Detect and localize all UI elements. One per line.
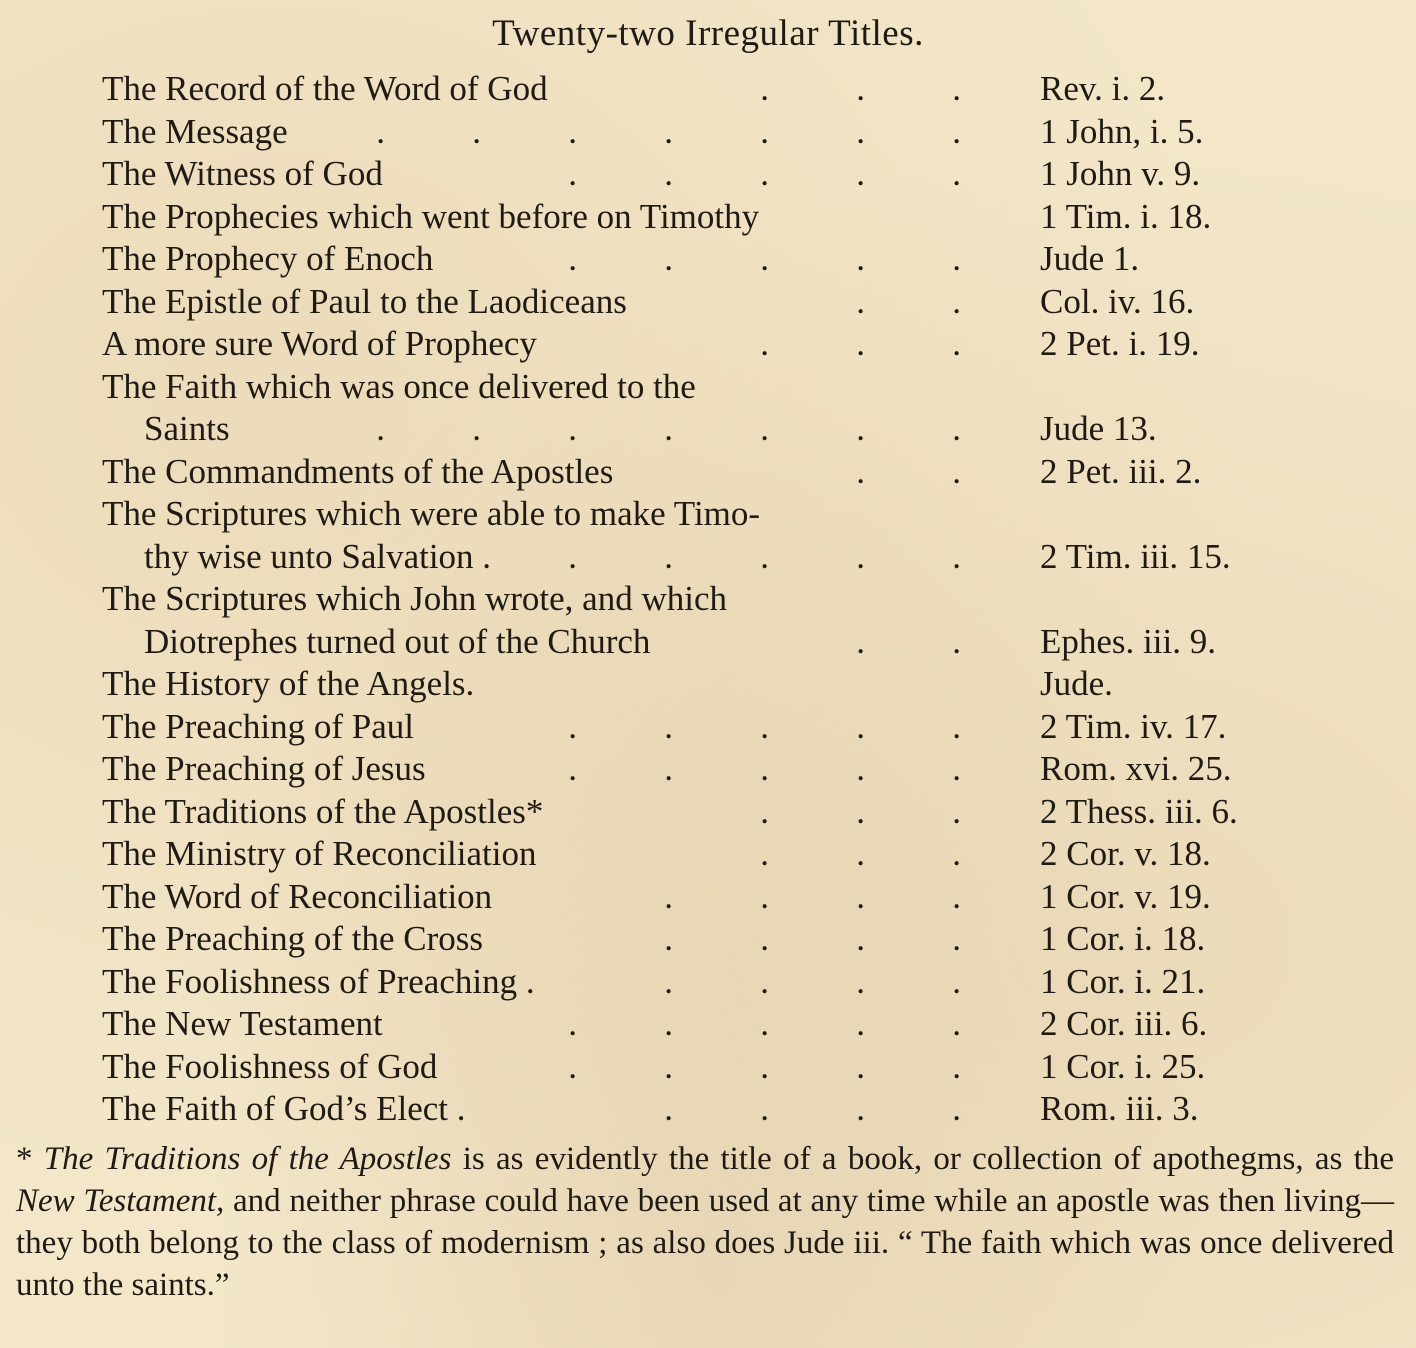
entry-reference: Col. iv. 16.: [1040, 281, 1195, 321]
entry-title-line: The Message: [102, 111, 288, 151]
list-item: [0, 493, 1416, 536]
leader-dots: . . . . .: [568, 536, 961, 576]
entry-reference: Jude 13.: [1040, 409, 1157, 448]
list-item: [0, 536, 1416, 579]
entry-title-line: The Prophecies which went before on Timothy: [102, 196, 760, 236]
entry-reference: 1 Cor. i. 21.: [1040, 961, 1206, 1001]
entry-title-line: The Word of Reconciliation: [102, 876, 493, 916]
entry-title-line: The New Testament: [102, 1004, 383, 1043]
list-item: [0, 408, 1416, 451]
entry-title-line: The Foolishness of God: [102, 1046, 438, 1086]
list-item: [0, 1046, 1416, 1089]
footnote-text-1: is as evidently the title of a book, or collection of apothegms, as the: [451, 1141, 1394, 1177]
list-item: [0, 876, 1416, 919]
leader-dots: . . . . . . .: [376, 111, 961, 151]
footnote-text-2: and neither phrase could have been used at any time while an apostle was then living—they both belong to the class of modernism ; as also does Jude iii. “ The faith which was once delivered unto the saints.”: [16, 1183, 1394, 1303]
entry-reference: 2 Thess. iii. 6.: [1040, 791, 1238, 831]
list-item: [0, 366, 1416, 409]
entry-title-line: A more sure Word of Prophecy: [102, 324, 537, 363]
list-item: [0, 918, 1416, 961]
entry-reference: 1 John v. 9.: [1040, 154, 1201, 193]
entry-title-line: The Traditions of the Apostles*: [102, 791, 544, 831]
entry-reference: 1 Cor. i. 18.: [1040, 919, 1206, 958]
entry-title-line: The Commandments of the Apostles: [102, 451, 614, 491]
list-item: [0, 323, 1416, 366]
list-item: [0, 238, 1416, 281]
entry-reference: 1 John, i. 5.: [1040, 111, 1204, 151]
entry-title-line: The History of the Angels.: [102, 664, 475, 703]
entry-reference: Rom. iii. 3.: [1040, 1089, 1199, 1128]
entry-reference: 1 Tim. i. 18.: [1040, 196, 1212, 236]
entry-title-line: The Witness of God: [102, 154, 383, 193]
leader-dots: . . . .: [664, 961, 961, 1001]
entry-title-line: Saints: [144, 409, 230, 448]
list-item: [0, 68, 1416, 111]
entry-title-line: thy wise unto Salvation .: [144, 536, 492, 576]
entry-reference: 2 Cor. iii. 6.: [1040, 1004, 1208, 1043]
entry-reference: 2 Tim. iv. 17.: [1040, 706, 1227, 746]
entry-reference: 2 Tim. iii. 15.: [1040, 536, 1231, 576]
list-item: [0, 1003, 1416, 1046]
leader-dots: . . .: [760, 791, 961, 831]
list-item: [0, 663, 1416, 706]
entry-title-line: The Faith of God’s Elect .: [102, 1089, 466, 1128]
list-item: [0, 153, 1416, 196]
entry-title-line: The Faith which was once delivered to the: [102, 366, 696, 406]
list-item: [0, 451, 1416, 494]
entry-title-line: The Scriptures which were able to make Timo-: [102, 494, 761, 533]
list-item: [0, 961, 1416, 1004]
leader-dots: . . .: [760, 834, 961, 873]
leader-dots: . . . . .: [568, 154, 961, 193]
leader-dots: . . . . . . .: [376, 409, 961, 448]
entry-title-line: Diotrephes turned out of the Church: [144, 621, 651, 661]
footnote-italic-1: The Traditions of the Apostles: [43, 1141, 452, 1177]
entry-title-line: The Preaching of Jesus: [102, 749, 426, 788]
leader-dots: . . . . .: [568, 706, 961, 746]
entry-reference: 2 Pet. iii. 2.: [1040, 451, 1202, 491]
entry-title-line: The Prophecy of Enoch: [102, 239, 434, 278]
entry-title-line: The Preaching of the Cross: [102, 919, 484, 958]
leader-dots: . . . .: [664, 919, 961, 958]
entry-reference: Rom. xvi. 25.: [1040, 749, 1232, 788]
list-item: [0, 196, 1416, 239]
list-item: [0, 791, 1416, 834]
leader-dots: . . . . .: [568, 1004, 961, 1043]
entry-reference: Jude.: [1040, 664, 1113, 703]
entry-title-line: The Record of the Word of God: [102, 69, 548, 108]
list-item: [0, 1088, 1416, 1131]
entry-title-line: The Scriptures which John wrote, and which: [102, 579, 727, 618]
leader-dots: . . . . .: [568, 1046, 961, 1086]
entry-reference: 2 Pet. i. 19.: [1040, 324, 1200, 363]
entry-reference: 1 Cor. i. 25.: [1040, 1046, 1206, 1086]
entry-reference: 1 Cor. v. 19.: [1040, 876, 1211, 916]
page-title: Twenty-two Irregular Titles.: [492, 13, 924, 54]
leader-dots: . . . .: [664, 1089, 961, 1128]
leader-dots: . . . . .: [568, 239, 961, 278]
entry-title-line: The Epistle of Paul to the Laodiceans: [102, 281, 627, 321]
entry-title-line: The Ministry of Reconciliation: [102, 834, 537, 873]
entry-reference: Ephes. iii. 9.: [1040, 621, 1216, 661]
entry-title-line: The Foolishness of Preaching .: [102, 961, 535, 1001]
leader-dots: . . . .: [664, 876, 961, 916]
list-item: [0, 833, 1416, 876]
leader-dots: . . .: [760, 324, 961, 363]
titles-list: [0, 68, 1416, 1131]
list-item: [0, 621, 1416, 664]
leader-dots: . . .: [760, 69, 961, 108]
list-item: [0, 578, 1416, 621]
list-item: [0, 706, 1416, 749]
leader-dots: . .: [856, 621, 961, 661]
list-item: [0, 748, 1416, 791]
leader-dots: . .: [856, 281, 961, 321]
list-item: [0, 111, 1416, 154]
leader-dots: . .: [856, 451, 961, 491]
footnote-italic-2: New Testament,: [16, 1183, 225, 1219]
entry-reference: 2 Cor. v. 18.: [1040, 834, 1211, 873]
footnote: [16, 1138, 1394, 1306]
entry-reference: Jude 1.: [1040, 239, 1140, 278]
leader-dots: . . . . .: [568, 749, 961, 788]
entry-reference: Rev. i. 2.: [1040, 69, 1166, 108]
entry-title-line: The Preaching of Paul: [102, 706, 414, 746]
footnote-marker: *: [16, 1141, 33, 1177]
list-item: [0, 281, 1416, 324]
